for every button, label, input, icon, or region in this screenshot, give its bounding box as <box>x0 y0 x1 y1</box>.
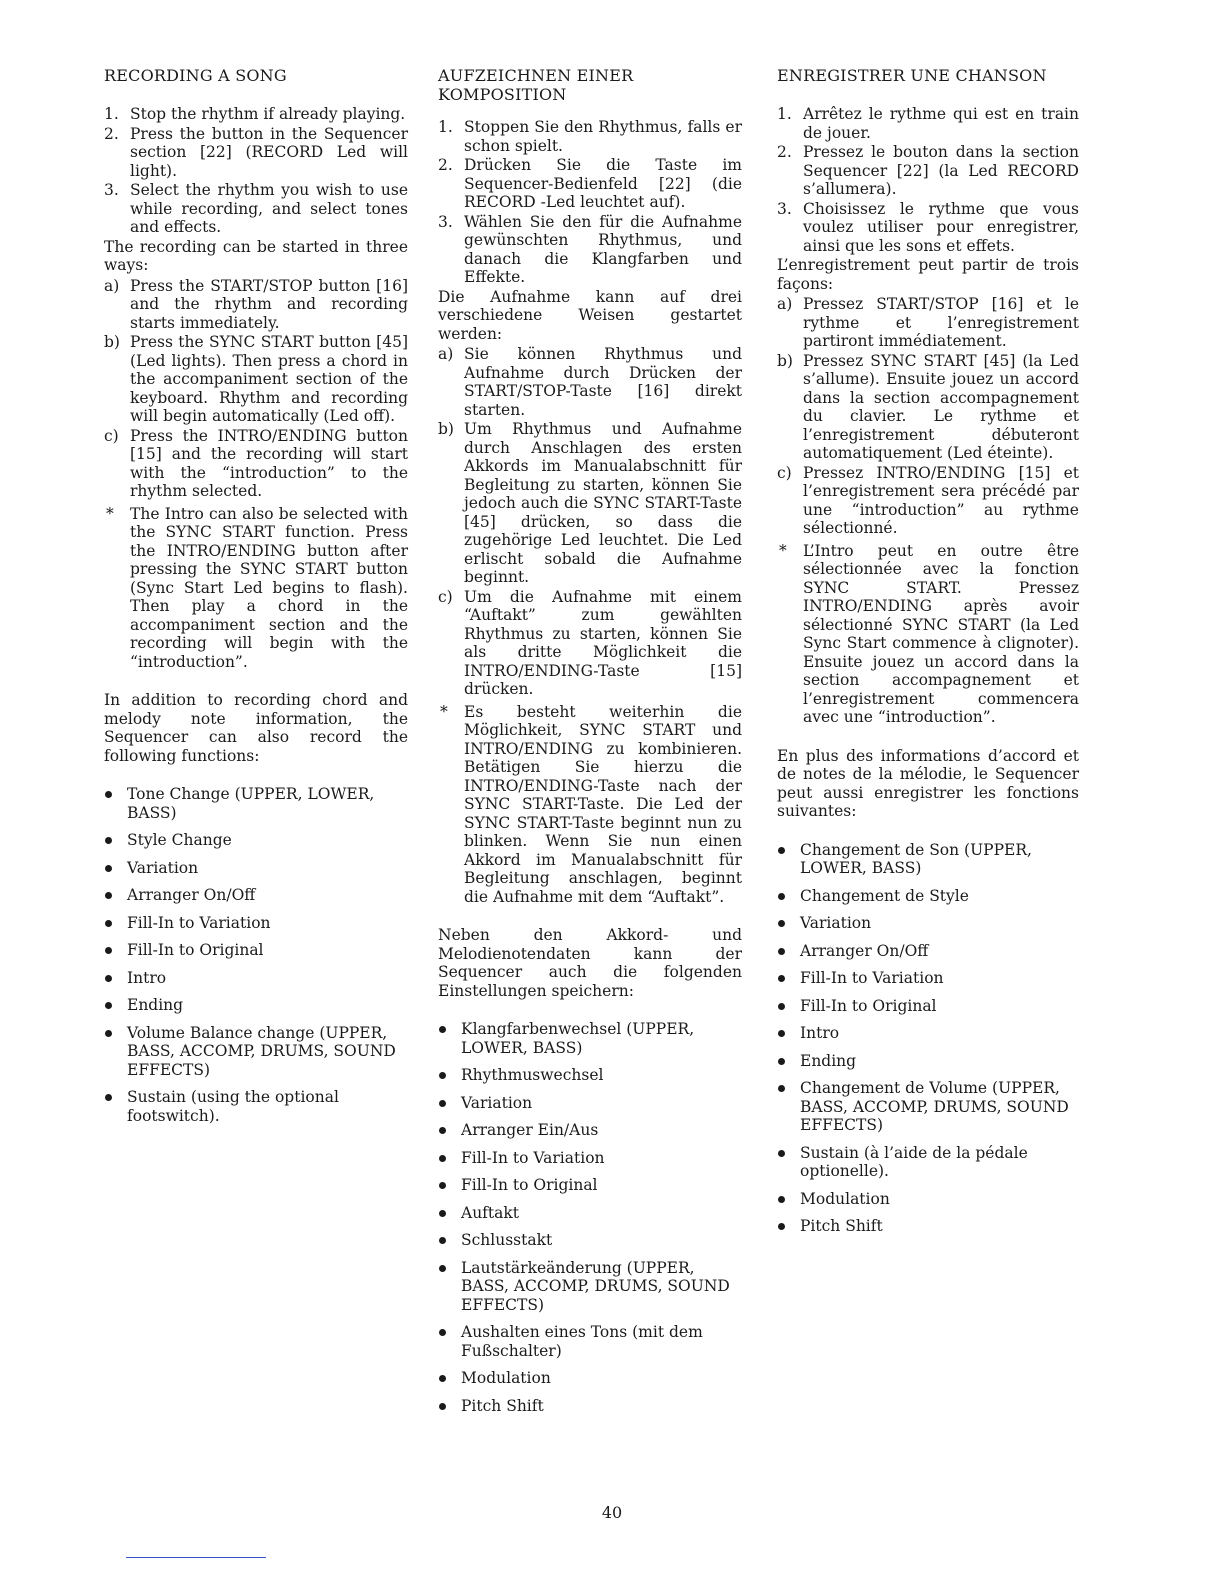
ways-list <box>777 295 1079 538</box>
function-item <box>438 1231 742 1250</box>
function-text: Schlusstakt <box>461 1231 553 1249</box>
steps-item <box>777 105 1079 142</box>
function-item <box>104 886 408 905</box>
bullet-icon <box>439 1182 446 1189</box>
function-item <box>104 859 408 878</box>
steps-marker: 2. <box>104 124 119 143</box>
bullet-icon <box>439 1210 446 1217</box>
bullet-icon <box>778 893 785 900</box>
function-text: Variation <box>461 1093 533 1112</box>
bullet-icon <box>105 975 112 982</box>
bullet-icon <box>439 1155 446 1162</box>
ways-list <box>104 277 408 501</box>
ways-marker: b) <box>777 351 793 370</box>
function-text: Fill-In to Variation <box>127 913 271 932</box>
ways-marker: b) <box>438 420 454 438</box>
bullet-icon <box>778 847 785 854</box>
function-text: Auftakt <box>461 1203 520 1222</box>
bullet-icon <box>439 1026 446 1033</box>
steps-item <box>438 118 742 155</box>
ways-text: Pressez INTRO/ENDING [15] et l’enregistrement sera précédé par une “introduction” au rythme sélectionné. <box>803 463 1079 537</box>
footer-rule <box>126 1557 266 1558</box>
ways-text: Press the SYNC START button [45] (Led lights). Then press a chord in the accompaniment section of the keyboard. Rhythm and recording will begin automatically (Led off). <box>130 333 408 425</box>
steps-marker: 2. <box>777 143 792 161</box>
bullet-icon <box>778 975 785 982</box>
ways-item <box>104 333 408 426</box>
steps-text: Pressez le bouton dans la section Sequencer [22] (la Led RECORD s’allumera). <box>803 143 1079 198</box>
bullet-icon <box>778 1223 785 1230</box>
bullet-icon <box>105 837 112 844</box>
ways-marker: b) <box>104 333 120 351</box>
steps-marker: 2. <box>438 156 453 174</box>
ways-text: Pressez SYNC START [45] (la Led s’allume). Ensuite jouez un accord dans la section accompagnement du clavier. Le rythme et l’enregistrement débuteront automatiquement (Led éteinte). <box>803 351 1079 462</box>
bullet-icon <box>105 1094 112 1101</box>
bullet-icon <box>778 1150 785 1157</box>
function-text: Fill-In to Original <box>461 1176 598 1194</box>
function-item <box>777 942 1079 961</box>
bullet-icon <box>439 1072 446 1079</box>
bullet-icon <box>439 1329 446 1336</box>
function-item <box>777 969 1079 988</box>
bullet-icon <box>439 1265 446 1272</box>
function-item <box>777 914 1079 933</box>
steps-list <box>438 118 742 287</box>
function-item <box>104 1088 408 1125</box>
ways-item <box>438 420 742 587</box>
note-text: L’Intro peut en outre être sélectionnée avec la fonction SYNC START. Pressez INTRO/ENDING après avoir sélectionné SYNC START (la Led Sync Start commence à clignoter). Ensuite jouez un accord dans la section accompagnement et l’enregistrement commencera avec une “introduction”. <box>803 541 1079 726</box>
steps-text: Arrêtez le rythme qui est en train de jouer. <box>803 105 1079 142</box>
bullet-icon <box>778 920 785 927</box>
steps-text: Drücken Sie die Taste im Sequencer-Bedienfeld [22] (die RECORD -Led leuchtet auf). <box>464 156 742 211</box>
function-item <box>777 841 1079 878</box>
intro-paragraph: Die Aufnahme kann auf drei verschiedene Weisen gestartet werden: <box>438 287 742 343</box>
function-text: Arranger On/Off <box>127 886 256 904</box>
function-text: Intro <box>127 968 167 987</box>
page-number: 40 <box>601 1503 623 1522</box>
bullet-icon <box>778 1196 785 1203</box>
note-item <box>104 505 408 672</box>
steps-list <box>104 105 408 237</box>
function-item <box>777 997 1079 1016</box>
function-item <box>104 996 408 1015</box>
bullet-icon <box>778 1085 785 1092</box>
function-item <box>104 941 408 960</box>
function-text: Pitch Shift <box>800 1217 883 1235</box>
ways-list <box>438 345 742 699</box>
function-item <box>777 887 1079 906</box>
function-text: Style Change <box>127 831 232 849</box>
note-marker: * <box>106 504 114 523</box>
steps-marker: 3. <box>104 181 119 199</box>
function-text: Modulation <box>461 1369 551 1387</box>
function-text: Arranger On/Off <box>800 941 929 960</box>
steps-marker: 1. <box>777 105 792 123</box>
function-text: Sustain (à l’aide de la pédale optionelle). <box>800 1143 1028 1180</box>
function-text: Modulation <box>800 1189 890 1208</box>
function-text: Klangfarbenwechsel (UPPER, LOWER, BASS) <box>461 1020 695 1057</box>
ways-text: Um die Aufnahme mit einem “Auftakt” zum gewählten Rhythmus zu starten, können Sie als dritte Möglichkeit die INTRO/ENDING-Taste [15] drücken. <box>464 587 742 698</box>
bullet-icon <box>105 920 112 927</box>
ways-item <box>438 345 742 419</box>
function-text: Fill-In to Variation <box>461 1148 605 1167</box>
function-item <box>104 969 408 988</box>
ways-marker: c) <box>104 426 119 445</box>
ways-marker: a) <box>777 295 793 313</box>
bullet-icon <box>778 1030 785 1037</box>
steps-item <box>104 125 408 181</box>
function-text: Lautstärkeänderung (UPPER, BASS, ACCOMP, DRUMS, SOUND EFFECTS) <box>461 1258 730 1314</box>
steps-text: Stoppen Sie den Rhythmus, falls er schon spielt. <box>464 118 742 155</box>
function-text: Intro <box>800 1024 840 1042</box>
intro-paragraph: The recording can be started in three ways: <box>104 237 408 274</box>
bullet-icon <box>439 1100 446 1107</box>
function-item <box>104 1024 408 1080</box>
function-item <box>438 1121 742 1140</box>
function-text: Ending <box>800 1051 857 1070</box>
section-heading: RECORDING A SONG <box>104 66 287 85</box>
function-text: Volume Balance change (UPPER, BASS, ACCOMP, DRUMS, SOUND EFFECTS) <box>127 1023 396 1079</box>
bullet-icon <box>105 1002 112 1009</box>
steps-marker: 1. <box>438 118 453 136</box>
function-item <box>438 1397 742 1416</box>
bullet-icon <box>105 1030 112 1037</box>
intro-paragraph: L’enregistrement peut partir de trois façons: <box>777 256 1079 293</box>
ways-text: Press the START/STOP button [16] and the rhythm and recording starts immediately. <box>130 276 408 332</box>
note-marker: * <box>779 541 787 560</box>
note-item <box>777 542 1079 727</box>
ways-item <box>438 588 742 699</box>
steps-item <box>777 200 1079 256</box>
function-text: Sustain (using the optional footswitch). <box>127 1088 339 1125</box>
function-item <box>104 831 408 850</box>
ways-marker: a) <box>104 276 120 295</box>
steps-item <box>104 105 408 124</box>
function-item <box>777 1144 1079 1181</box>
steps-item <box>777 143 1079 199</box>
function-item <box>438 1369 742 1388</box>
bullet-icon <box>439 1127 446 1134</box>
functions-list <box>438 1020 742 1415</box>
bullet-icon <box>439 1237 446 1244</box>
ways-marker: c) <box>438 587 453 606</box>
function-text: Rhythmuswechsel <box>461 1066 604 1084</box>
ways-item <box>777 352 1079 463</box>
bullet-icon <box>439 1403 446 1410</box>
ways-marker: a) <box>438 345 454 363</box>
function-text: Arranger Ein/Aus <box>461 1121 599 1139</box>
function-item <box>104 914 408 933</box>
function-item <box>438 1259 742 1315</box>
section-heading: AUFZEICHNEN EINER KOMPOSITION <box>438 66 634 104</box>
bullet-icon <box>778 1058 785 1065</box>
note-text: Es besteht weiterhin die Möglichkeit, SYNC START und INTRO/ENDING zu kombinieren. Betätigen Sie hierzu die INTRO/ENDING-Taste nach der SYNC START-Taste. Die Led der SYNC START-Taste beginnt nun zu blinken. Wenn Sie nun einen Akkord im Manualabschnitt für Begleitung anschlagen, beginnt die Aufnahme mit dem “Auftakt”. <box>464 702 742 906</box>
english-column <box>104 66 408 1134</box>
function-text: Tone Change (UPPER, LOWER, BASS) <box>127 785 375 822</box>
function-text: Fill-In to Original <box>800 996 937 1015</box>
ways-marker: c) <box>777 463 792 482</box>
bullet-icon <box>778 948 785 955</box>
steps-text: Press the button in the Sequencer section [22] (RECORD Led will light). <box>130 124 408 180</box>
note-item <box>438 703 742 907</box>
french-column <box>777 66 1079 1245</box>
steps-item <box>438 156 742 212</box>
steps-item <box>104 181 408 237</box>
function-item <box>438 1176 742 1195</box>
steps-text: Stop the rhythm if already playing. <box>130 105 406 123</box>
steps-text: Choisissez le rythme que vous voulez utiliser pour enregistrer, ainsi que les sons et effets. <box>803 199 1079 255</box>
bullet-icon <box>105 791 112 798</box>
bullet-icon <box>778 1003 785 1010</box>
ways-item <box>777 295 1079 351</box>
functions-paragraph: In addition to recording chord and melody note information, the Sequencer can also record the following functions: <box>104 691 408 765</box>
function-item <box>777 1190 1079 1209</box>
function-text: Pitch Shift <box>461 1396 544 1415</box>
steps-text: Select the rhythm you wish to use while recording, and select tones and effects. <box>130 181 408 236</box>
steps-marker: 1. <box>104 105 119 123</box>
bullet-icon <box>105 947 112 954</box>
function-item <box>438 1020 742 1057</box>
ways-item <box>777 464 1079 538</box>
function-item <box>438 1094 742 1113</box>
steps-list <box>777 105 1079 255</box>
steps-marker: 3. <box>777 199 792 218</box>
ways-text: Press the INTRO/ENDING button [15] and the recording will start with the “introduction” to the rhythm selected. <box>130 426 408 500</box>
bullet-icon <box>105 892 112 899</box>
steps-item <box>438 213 742 287</box>
function-item <box>438 1323 742 1360</box>
note-marker: * <box>440 702 448 721</box>
function-text: Fill-In to Original <box>127 941 264 959</box>
function-text: Aushalten eines Tons (mit dem Fußschalter) <box>461 1323 703 1360</box>
function-item <box>777 1079 1079 1135</box>
function-item <box>777 1217 1079 1236</box>
steps-text: Wählen Sie den für die Aufnahme gewünschten Rhythmus, und danach die Klangfarben und Effekte. <box>464 212 742 286</box>
function-item <box>104 785 408 822</box>
note-text: The Intro can also be selected with the SYNC START function. Press the INTRO/ENDING button after pressing the SYNC START button (Sync Start Led begins to flash). Then play a chord in the accompaniment section and the recording will begin with the “introduction”. <box>130 504 408 671</box>
function-item <box>438 1066 742 1085</box>
function-text: Ending <box>127 996 184 1014</box>
function-text: Variation <box>127 858 199 877</box>
ways-text: Pressez START/STOP [16] et le rythme et l’enregistrement partiront immédiatement. <box>803 295 1079 350</box>
function-text: Changement de Style <box>800 886 969 905</box>
section-heading: ENREGISTRER UNE CHANSON <box>777 66 1047 85</box>
steps-marker: 3. <box>438 212 453 231</box>
german-column <box>438 66 742 1424</box>
functions-paragraph: Neben den Akkord- und Melodienotendaten kann der Sequencer auch die folgenden Einstellungen speichern: <box>438 926 742 1000</box>
ways-text: Sie können Rhythmus und Aufnahme durch Drücken der START/STOP-Taste [16] direkt starten. <box>464 345 742 419</box>
ways-text: Um Rhythmus und Aufnahme durch Anschlagen des ersten Akkords im Manualabschnitt für Begleitung zu starten, können Sie jedoch auch die SYNC START-Taste [45] drücken, so dass die zugehörige Led leuchtet. Die Led erlischt sobald die Aufnahme beginnt. <box>464 420 742 586</box>
functions-paragraph: En plus des informations d’accord et de notes de la mélodie, le Sequencer peut aussi enregistrer les fonctions suivantes: <box>777 746 1079 820</box>
bullet-icon <box>105 865 112 872</box>
functions-list <box>777 841 1079 1236</box>
function-text: Changement de Volume (UPPER, BASS, ACCOMP, DRUMS, SOUND EFFECTS) <box>800 1079 1069 1134</box>
ways-item <box>104 277 408 333</box>
function-text: Fill-In to Variation <box>800 969 944 987</box>
function-text: Variation <box>800 914 872 932</box>
bullet-icon <box>439 1375 446 1382</box>
function-item <box>438 1149 742 1168</box>
function-item <box>777 1052 1079 1071</box>
function-item <box>777 1024 1079 1043</box>
ways-item <box>104 427 408 501</box>
functions-list <box>104 785 408 1125</box>
function-text: Changement de Son (UPPER, LOWER, BASS) <box>800 840 1032 877</box>
function-item <box>438 1204 742 1223</box>
